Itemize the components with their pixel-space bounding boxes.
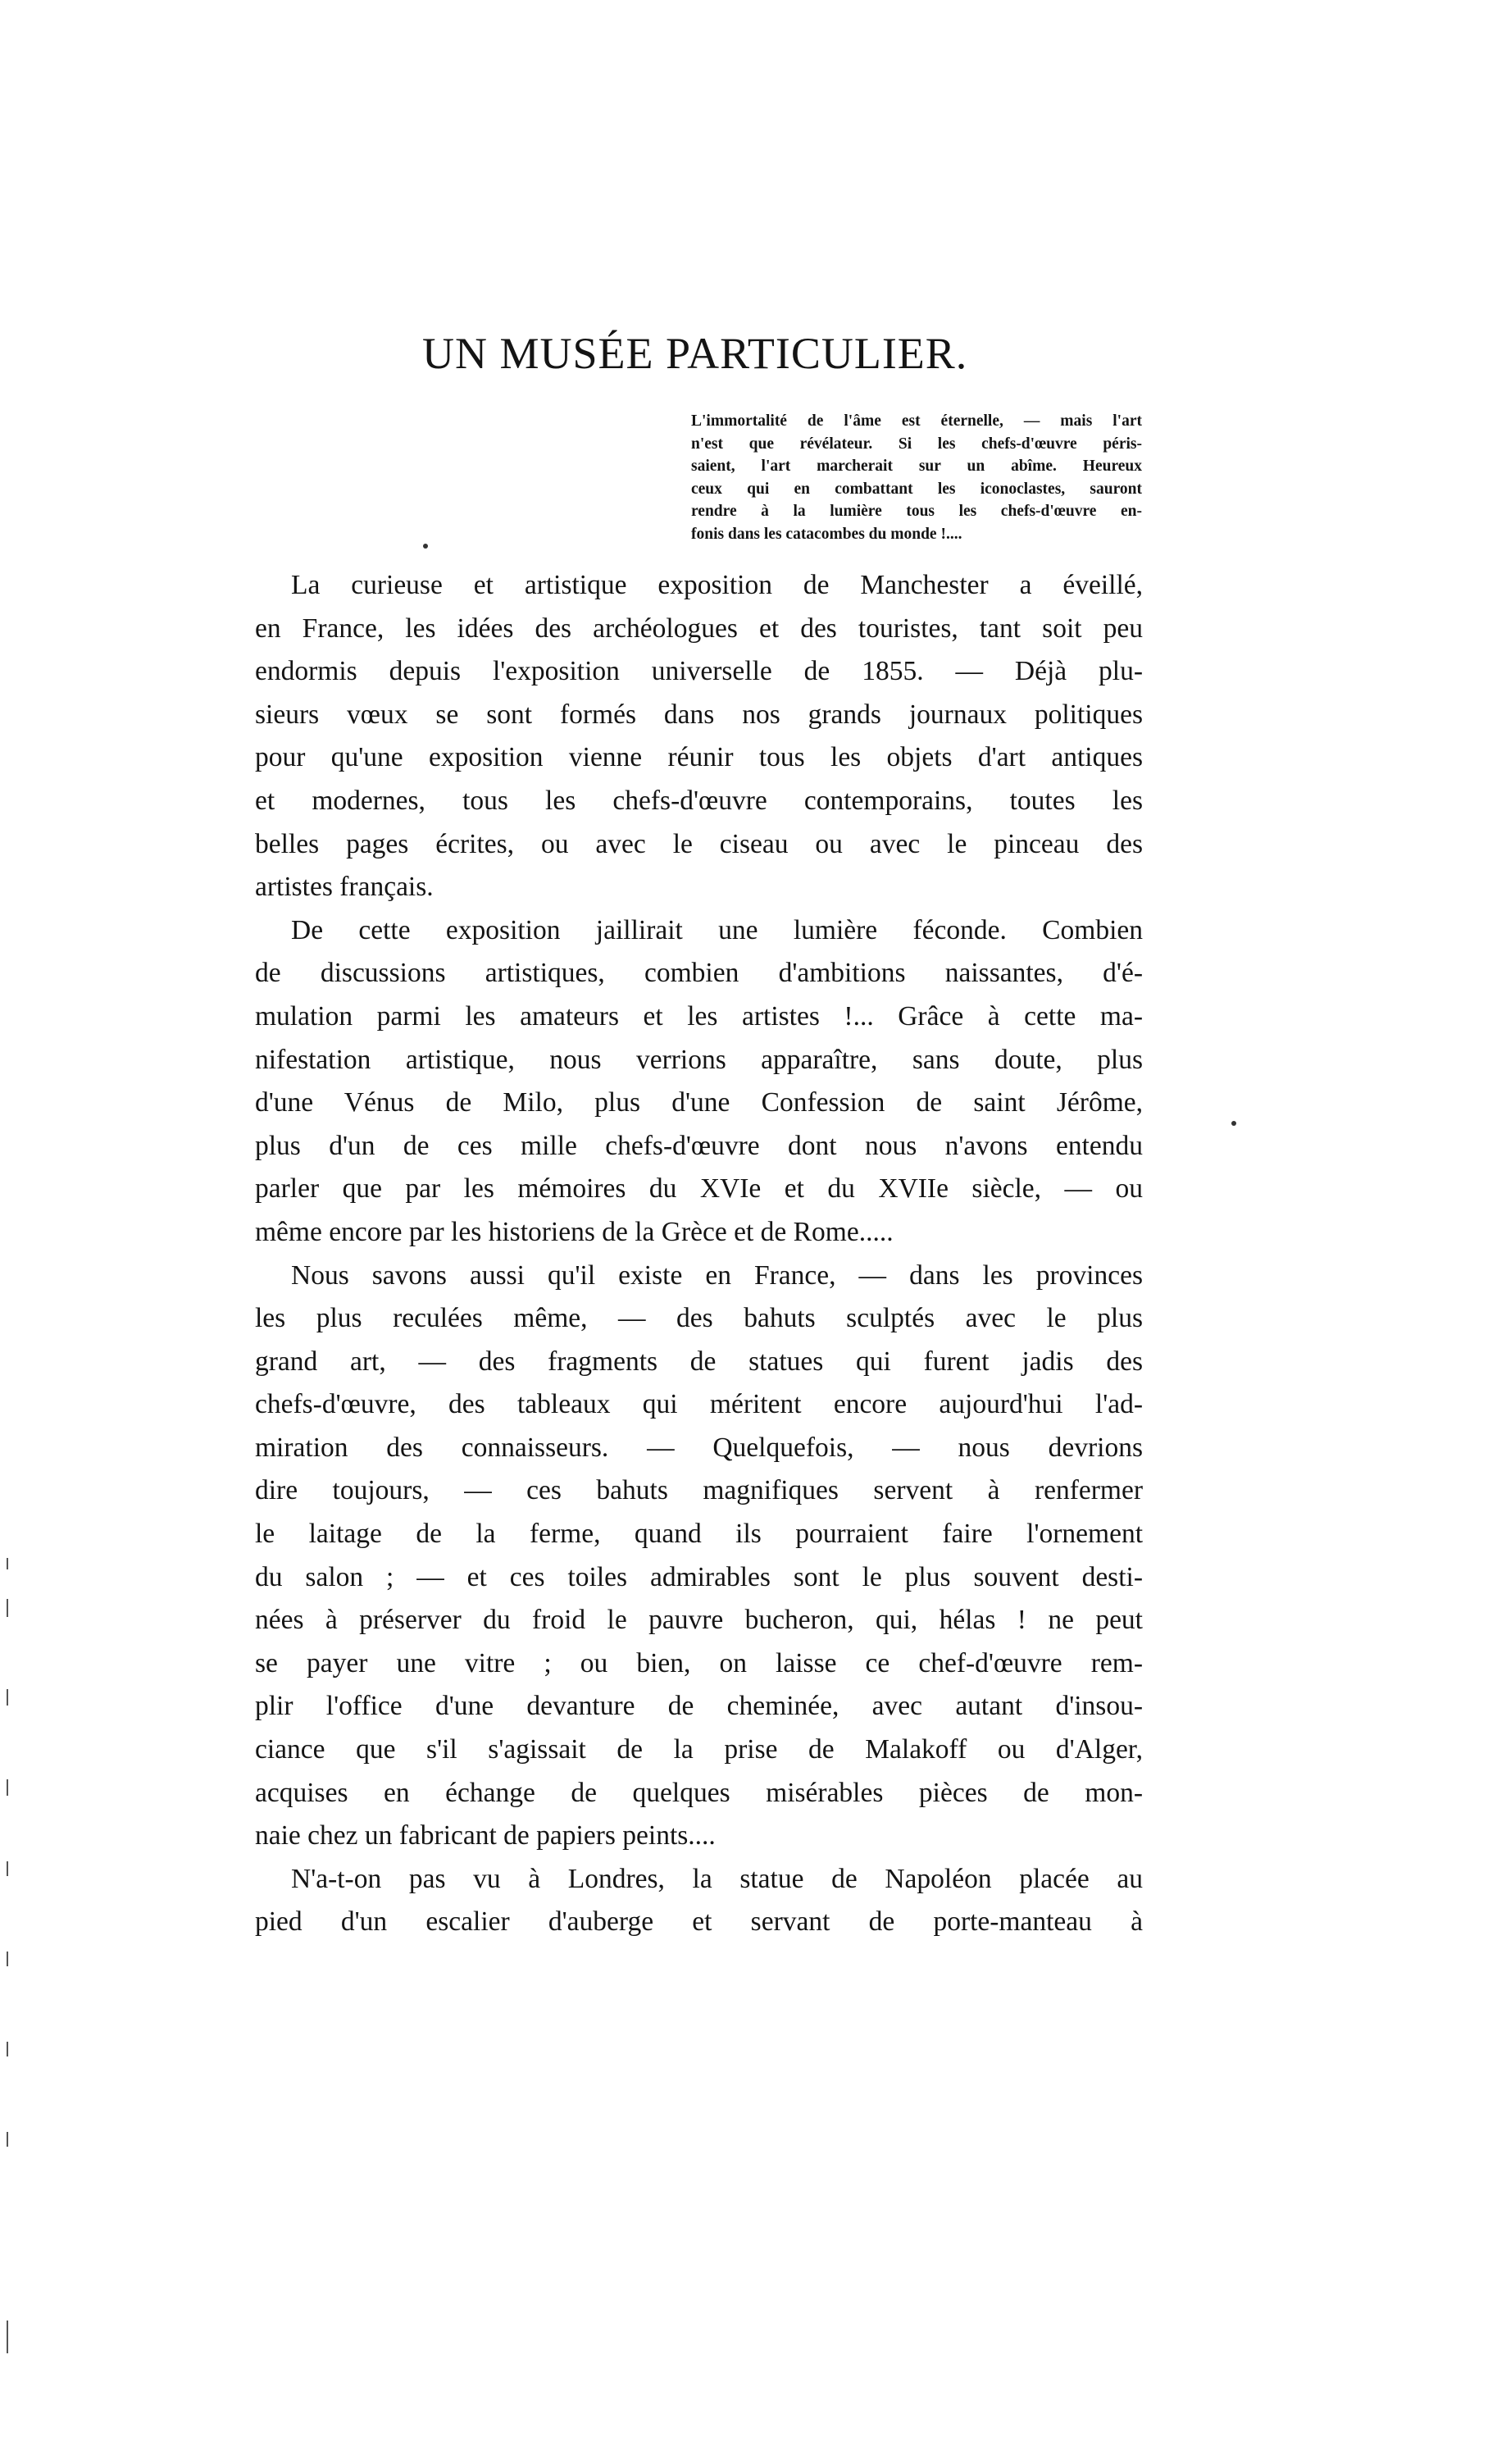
epigraph-line: rendre à la lumière tous les chefs-d'œuvre en- (691, 503, 1142, 520)
scan-artifact (7, 2321, 8, 2353)
scan-artifact (7, 2132, 8, 2147)
text-line: le laitage de la ferme, quand ils pourraient faire l'ornement (255, 1519, 1143, 1550)
paragraph-4 (255, 1858, 1143, 1944)
epigraph-line: fonis dans les catacombes du monde !.... (691, 525, 962, 543)
epigraph-line: ceux qui en combattant les iconoclastes, sauront (691, 480, 1142, 498)
text-line: Nous savons aussi qu'il existe en France, — dans les provinces (291, 1259, 1143, 1291)
text-line: d'une Vénus de Milo, plus d'une Confession de saint Jérôme, (255, 1087, 1143, 1118)
scan-artifact (7, 1689, 8, 1706)
text-line: nées à préserver du froid le pauvre bucheron, qui, hélas ! ne peut (255, 1605, 1143, 1636)
text-line: parler que par les mémoires du XVIe et du XVIIe siècle, — ou (255, 1173, 1143, 1205)
paragraph-3 (255, 1255, 1143, 1858)
text-line: pour qu'une exposition vienne réunir tous les objets d'art antiques (255, 742, 1143, 773)
text-line: grand art, — des fragments de statues qui furent jadis des (255, 1346, 1143, 1377)
text-line: N'a-t-on pas vu à Londres, la statue de Napoléon placée au (291, 1863, 1143, 1894)
scan-artifact (1231, 1121, 1236, 1126)
text-line: De cette exposition jaillirait une lumière féconde. Combien (291, 914, 1143, 945)
text-line: se payer une vitre ; ou bien, on laisse ce chef-d'œuvre rem- (255, 1647, 1143, 1678)
text-line: chefs-d'œuvre, des tableaux qui méritent encore aujourd'hui l'ad- (255, 1389, 1143, 1420)
text-line: du salon ; — et ces toiles admirables sont le plus souvent desti- (255, 1561, 1143, 1592)
text-line: nifestation artistique, nous verrions apparaître, sans doute, plus (255, 1044, 1143, 1075)
text-line: et modernes, tous les chefs-d'œuvre contemporains, toutes les (255, 785, 1143, 816)
scan-artifact (7, 1558, 8, 1569)
text-line: belles pages écrites, ou avec le ciseau ou avec le pinceau des (255, 828, 1143, 859)
text-line: dire toujours, — ces bahuts magnifiques servent à renfermer (255, 1475, 1143, 1506)
text-line: plir l'office d'une devanture de cheminée, avec autant d'insou- (255, 1691, 1143, 1722)
text-line: plus d'un de ces mille chefs-d'œuvre dont nous n'avons entendu (255, 1130, 1143, 1161)
scan-artifact (7, 1779, 8, 1796)
text-line: sieurs vœux se sont formés dans nos grands journaux politiques (255, 699, 1143, 730)
epigraph (668, 410, 1142, 545)
text-line: en France, les idées des archéologues et des touristes, tant soit peu (255, 613, 1143, 644)
scan-artifact (7, 1952, 8, 1966)
epigraph-line: L'immortalité de l'âme est éternelle, — mais l'art (691, 412, 1142, 430)
epigraph-line: n'est que révélateur. Si les chefs-d'œuvre péris- (691, 435, 1142, 453)
text-line: acquises en échange de quelques misérables pièces de mon- (255, 1777, 1143, 1808)
text-line: de discussions artistiques, combien d'ambitions naissantes, d'é- (255, 958, 1143, 989)
chapter-title: UN MUSÉE PARTICULIER. (422, 329, 968, 378)
scan-artifact (7, 1861, 8, 1876)
epigraph-line: saient, l'art marcherait sur un abîme. Heureux (691, 458, 1142, 475)
body-text (255, 564, 1143, 1944)
scan-artifact (7, 2042, 8, 2056)
text-line: même encore par les historiens de la Grèce et de Rome..... (255, 1216, 894, 1247)
text-line: pied d'un escalier d'auberge et servant de porte-manteau à (255, 1906, 1143, 1938)
text-line: naie chez un fabricant de papiers peints.... (255, 1820, 716, 1851)
text-line: La curieuse et artistique exposition de Manchester a éveillé, (291, 570, 1143, 600)
scan-artifact (7, 1599, 8, 1617)
paragraph-1 (255, 564, 1143, 909)
text-line: les plus reculées même, — des bahuts sculptés avec le plus (255, 1303, 1143, 1334)
paragraph-2 (255, 909, 1143, 1255)
text-line: mulation parmi les amateurs et les artistes !... Grâce à cette ma- (255, 1000, 1143, 1032)
text-line: miration des connaisseurs. — Quelquefois, — nous devrions (255, 1432, 1143, 1463)
scan-artifact (423, 544, 428, 549)
text-line: endormis depuis l'exposition universelle de 1855. — Déjà plu- (255, 656, 1143, 687)
text-line: artistes français. (255, 872, 434, 903)
text-line: ciance que s'il s'agissait de la prise de Malakoff ou d'Alger, (255, 1734, 1143, 1765)
